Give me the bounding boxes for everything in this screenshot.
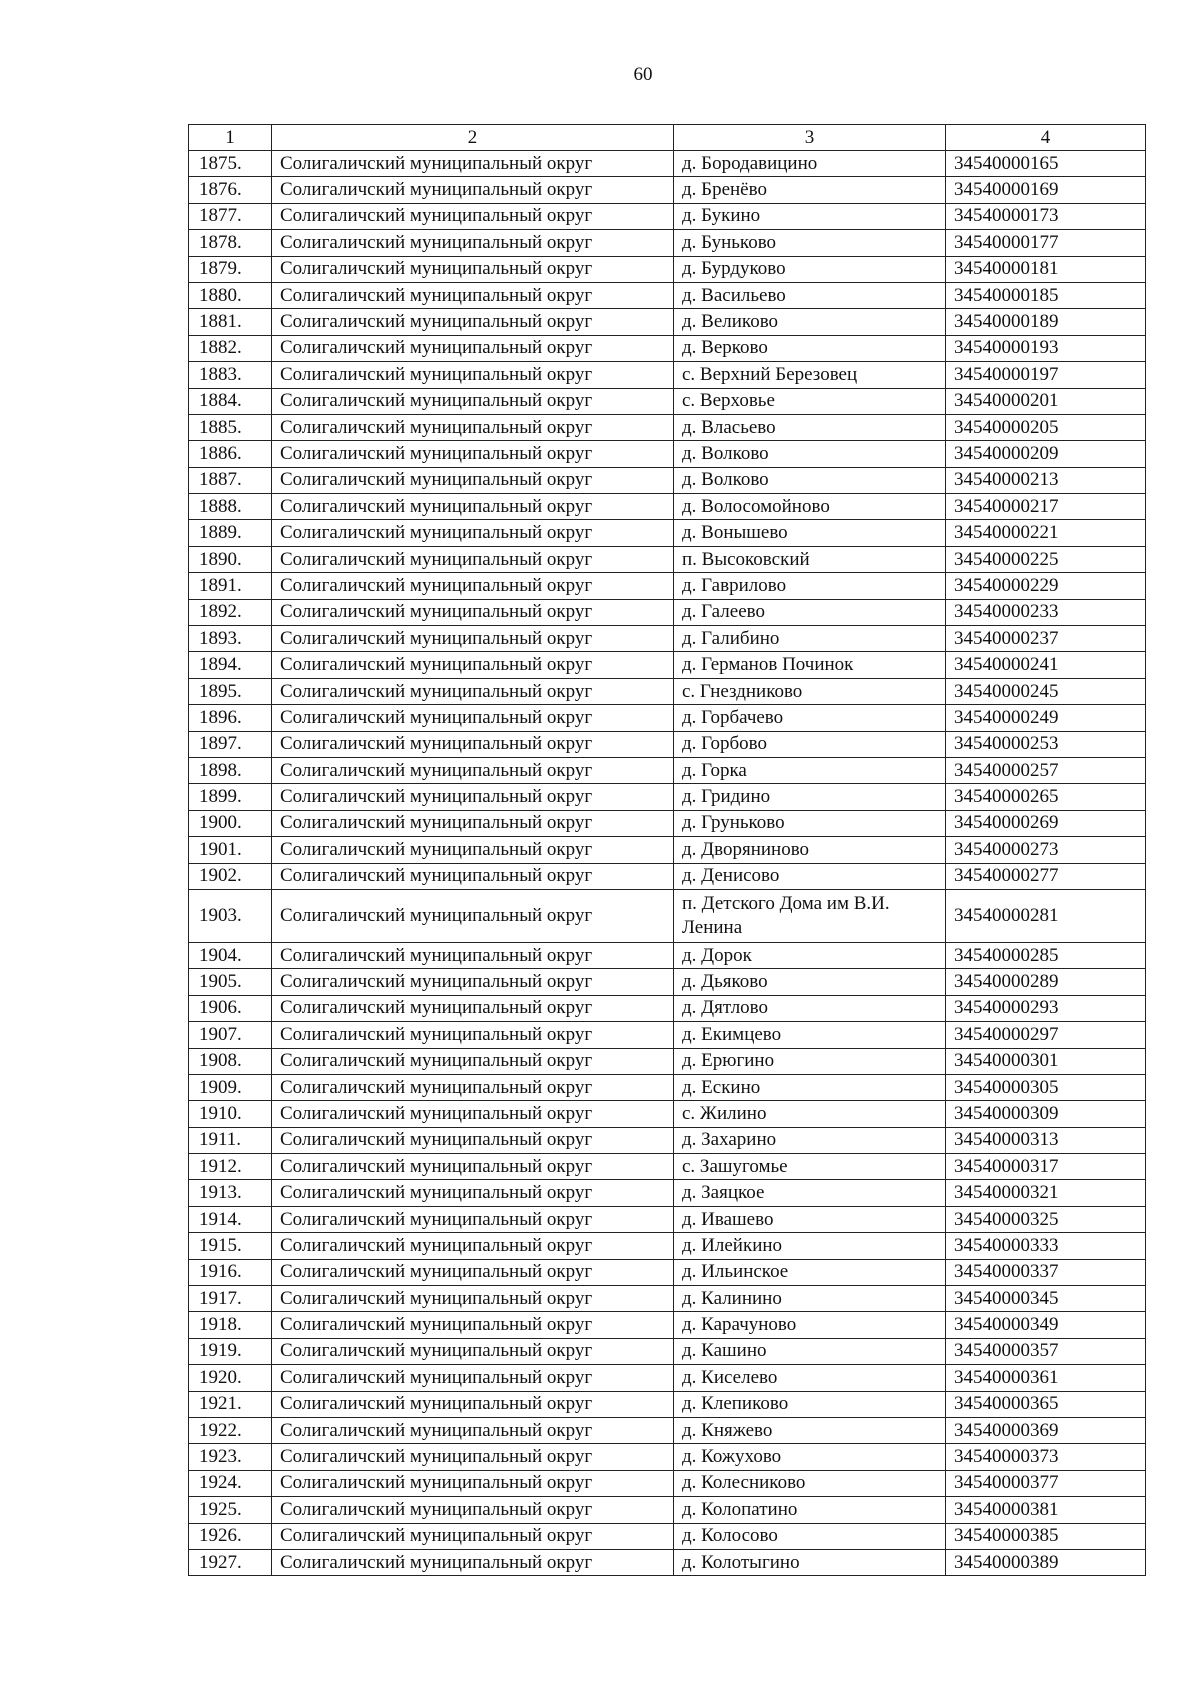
code-cell: 34540000309 [946,1101,1146,1127]
settlement-cell: д. Галеево [674,599,946,625]
settlement-cell: д. Дорок [674,942,946,968]
code-cell: 34540000233 [946,599,1146,625]
code-cell: 34540000273 [946,837,1146,863]
table-row [189,1470,1146,1496]
municipality-cell: Солигаличский муниципальный округ [272,573,674,599]
code-cell: 34540000209 [946,441,1146,467]
code-cell: 34540000217 [946,494,1146,520]
municipality-cell: Солигаличский муниципальный округ [272,1444,674,1470]
settlement-cell: д. Груньково [674,810,946,836]
code-cell: 34540000221 [946,520,1146,546]
row-number: 1920. [189,1365,272,1391]
settlement-cell: д. Ильинское [674,1259,946,1285]
table-row [189,1444,1146,1470]
row-number: 1904. [189,942,272,968]
code-cell: 34540000345 [946,1286,1146,1312]
settlement-cell: д. Бурдуково [674,256,946,282]
settlement-cell: д. Власьево [674,414,946,440]
table-row [189,784,1146,810]
table-row [189,467,1146,493]
header-row [189,125,1146,151]
code-cell: 34540000365 [946,1391,1146,1417]
municipality-cell: Солигаличский муниципальный округ [272,626,674,652]
row-number: 1884. [189,388,272,414]
code-cell: 34540000357 [946,1338,1146,1364]
settlement-cell: с. Верховье [674,388,946,414]
municipality-cell: Солигаличский муниципальный округ [272,414,674,440]
municipality-cell: Солигаличский муниципальный округ [272,1312,674,1338]
settlement-cell: д. Горка [674,757,946,783]
municipality-cell: Солигаличский муниципальный округ [272,1154,674,1180]
municipality-cell: Солигаличский муниципальный округ [272,1497,674,1523]
row-number: 1897. [189,731,272,757]
code-cell: 34540000189 [946,309,1146,335]
settlement-cell: д. Княжево [674,1417,946,1443]
municipality-cell: Солигаличский муниципальный округ [272,942,674,968]
municipality-cell: Солигаличский муниципальный округ [272,230,674,256]
municipality-cell: Солигаличский муниципальный округ [272,1365,674,1391]
table-row [189,731,1146,757]
settlement-cell: д. Волково [674,467,946,493]
settlement-cell: с. Жилино [674,1101,946,1127]
table-row [189,995,1146,1021]
row-number: 1881. [189,309,272,335]
settlement-cell: д. Колотыгино [674,1549,946,1575]
municipality-cell: Солигаличский муниципальный округ [272,1048,674,1074]
settlement-cell: д. Калинино [674,1286,946,1312]
row-number: 1896. [189,705,272,731]
table-row [189,494,1146,520]
settlement-cell: с. Гнездниково [674,678,946,704]
code-cell: 34540000249 [946,705,1146,731]
municipality-cell: Солигаличский муниципальный округ [272,1549,674,1575]
settlement-cell: д. Букино [674,203,946,229]
code-cell: 34540000369 [946,1417,1146,1443]
row-number: 1878. [189,230,272,256]
table-row [189,230,1146,256]
table-row [189,1497,1146,1523]
column-header-municipality: 2 [272,125,674,151]
row-number: 1921. [189,1391,272,1417]
row-number: 1926. [189,1523,272,1549]
settlement-cell: д. Екимцево [674,1022,946,1048]
municipality-cell: Солигаличский муниципальный округ [272,546,674,572]
settlement-cell: д. Колосово [674,1523,946,1549]
row-number: 1898. [189,757,272,783]
row-number: 1919. [189,1338,272,1364]
table-row [189,1286,1146,1312]
code-cell: 34540000253 [946,731,1146,757]
table-header [189,125,1146,151]
table-row [189,1048,1146,1074]
code-cell: 34540000257 [946,757,1146,783]
settlement-cell: д. Колесниково [674,1470,946,1496]
column-header-number: 1 [189,125,272,151]
municipality-cell: Солигаличский муниципальный округ [272,1074,674,1100]
municipality-cell: Солигаличский муниципальный округ [272,1233,674,1259]
table-row [189,1154,1146,1180]
code-cell: 34540000197 [946,362,1146,388]
code-cell: 34540000293 [946,995,1146,1021]
code-cell: 34540000237 [946,626,1146,652]
settlement-cell: д. Гридино [674,784,946,810]
table-row [189,151,1146,177]
table-row [189,1417,1146,1443]
table-row [189,177,1146,203]
row-number: 1893. [189,626,272,652]
row-number: 1906. [189,995,272,1021]
code-cell: 34540000269 [946,810,1146,836]
settlement-cell: д. Гаврилово [674,573,946,599]
municipality-cell: Солигаличский муниципальный округ [272,731,674,757]
table-row [189,705,1146,731]
table-row [189,810,1146,836]
municipality-cell: Солигаличский муниципальный округ [272,837,674,863]
settlement-cell: д. Ивашево [674,1206,946,1232]
code-cell: 34540000281 [946,889,1146,942]
row-number: 1914. [189,1206,272,1232]
table-row [189,757,1146,783]
municipality-cell: Солигаличский муниципальный округ [272,1127,674,1153]
row-number: 1915. [189,1233,272,1259]
table-row [189,362,1146,388]
municipality-cell: Солигаличский муниципальный округ [272,1206,674,1232]
settlement-cell: д. Волосомойново [674,494,946,520]
row-number: 1924. [189,1470,272,1496]
settlement-cell: д. Захарино [674,1127,946,1153]
table-row [189,203,1146,229]
code-cell: 34540000181 [946,256,1146,282]
settlement-cell: п. Детского Дома им В.И. Ленина [674,889,946,942]
table-row [189,309,1146,335]
municipality-cell: Солигаличский муниципальный округ [272,256,674,282]
row-number: 1922. [189,1417,272,1443]
municipality-cell: Солигаличский муниципальный округ [272,969,674,995]
row-number: 1918. [189,1312,272,1338]
municipality-cell: Солигаличский муниципальный округ [272,1259,674,1285]
municipality-cell: Солигаличский муниципальный округ [272,520,674,546]
code-cell: 34540000205 [946,414,1146,440]
settlement-cell: д. Карачуново [674,1312,946,1338]
municipality-cell: Солигаличский муниципальный округ [272,1523,674,1549]
page-number: 60 [633,64,653,85]
code-cell: 34540000289 [946,969,1146,995]
row-number: 1876. [189,177,272,203]
code-cell: 34540000305 [946,1074,1146,1100]
row-number: 1894. [189,652,272,678]
table-row [189,837,1146,863]
column-header-code: 4 [946,125,1146,151]
municipality-cell: Солигаличский муниципальный округ [272,678,674,704]
code-cell: 34540000337 [946,1259,1146,1285]
settlement-cell: д. Денисово [674,863,946,889]
settlement-cell: д. Волково [674,441,946,467]
table-row [189,282,1146,308]
row-number: 1902. [189,863,272,889]
table-row [189,863,1146,889]
table-row [189,969,1146,995]
code-cell: 34540000317 [946,1154,1146,1180]
row-number: 1886. [189,441,272,467]
code-cell: 34540000185 [946,282,1146,308]
table-row [189,626,1146,652]
municipality-cell: Солигаличский муниципальный округ [272,705,674,731]
row-number: 1888. [189,494,272,520]
row-number: 1900. [189,810,272,836]
code-cell: 34540000321 [946,1180,1146,1206]
settlement-cell: д. Васильево [674,282,946,308]
code-cell: 34540000193 [946,335,1146,361]
table-row [189,1312,1146,1338]
table-row [189,1549,1146,1575]
settlement-cell: д. Бородавицино [674,151,946,177]
code-cell: 34540000213 [946,467,1146,493]
municipality-cell: Солигаличский муниципальный округ [272,1180,674,1206]
municipality-cell: Солигаличский муниципальный округ [272,889,674,942]
code-cell: 34540000277 [946,863,1146,889]
table-row [189,678,1146,704]
table-row [189,1365,1146,1391]
settlement-cell: д. Дятлово [674,995,946,1021]
code-cell: 34540000229 [946,573,1146,599]
table-row [189,599,1146,625]
code-cell: 34540000349 [946,1312,1146,1338]
code-cell: 34540000333 [946,1233,1146,1259]
municipality-cell: Солигаличский муниципальный округ [272,441,674,467]
code-cell: 34540000385 [946,1523,1146,1549]
row-number: 1899. [189,784,272,810]
table-row [189,942,1146,968]
settlement-cell: д. Буньково [674,230,946,256]
row-number: 1883. [189,362,272,388]
code-cell: 34540000381 [946,1497,1146,1523]
table-row [189,1022,1146,1048]
code-cell: 34540000177 [946,230,1146,256]
row-number: 1890. [189,546,272,572]
municipality-cell: Солигаличский муниципальный округ [272,784,674,810]
settlement-cell: д. Клепиково [674,1391,946,1417]
settlement-cell: д. Ерюгино [674,1048,946,1074]
settlement-cell: д. Ескино [674,1074,946,1100]
row-number: 1905. [189,969,272,995]
settlement-cell: д. Колопатино [674,1497,946,1523]
row-number: 1907. [189,1022,272,1048]
municipality-cell: Солигаличский муниципальный округ [272,1338,674,1364]
municipality-cell: Солигаличский муниципальный округ [272,1417,674,1443]
settlement-cell: п. Высоковский [674,546,946,572]
municipality-cell: Солигаличский муниципальный округ [272,388,674,414]
table-row [189,1233,1146,1259]
table-row [189,546,1146,572]
municipality-cell: Солигаличский муниципальный округ [272,1470,674,1496]
row-number: 1879. [189,256,272,282]
code-cell: 34540000285 [946,942,1146,968]
row-number: 1908. [189,1048,272,1074]
table-row [189,1180,1146,1206]
settlement-cell: д. Великово [674,309,946,335]
settlement-cell: д. Германов Починок [674,652,946,678]
row-number: 1882. [189,335,272,361]
row-number: 1891. [189,573,272,599]
table-row [189,388,1146,414]
settlement-cell: д. Кожухово [674,1444,946,1470]
table-row [189,1206,1146,1232]
row-number: 1901. [189,837,272,863]
code-cell: 34540000297 [946,1022,1146,1048]
settlement-cell: д. Бренёво [674,177,946,203]
row-number: 1892. [189,599,272,625]
row-number: 1911. [189,1127,272,1153]
row-number: 1885. [189,414,272,440]
table-row [189,1523,1146,1549]
row-number: 1916. [189,1259,272,1285]
table-row [189,1338,1146,1364]
settlement-cell: д. Заяцкое [674,1180,946,1206]
code-cell: 34540000169 [946,177,1146,203]
row-number: 1913. [189,1180,272,1206]
table-row [189,335,1146,361]
municipality-cell: Солигаличский муниципальный округ [272,995,674,1021]
table-row [189,889,1146,942]
settlement-cell: д. Вонышево [674,520,946,546]
code-cell: 34540000173 [946,203,1146,229]
table-row [189,573,1146,599]
code-cell: 34540000313 [946,1127,1146,1153]
table-row [189,1101,1146,1127]
row-number: 1903. [189,889,272,942]
table-row [189,414,1146,440]
table-body [189,151,1146,1576]
row-number: 1923. [189,1444,272,1470]
municipality-cell: Солигаличский муниципальный округ [272,467,674,493]
municipality-cell: Солигаличский муниципальный округ [272,1286,674,1312]
code-cell: 34540000225 [946,546,1146,572]
code-cell: 34540000241 [946,652,1146,678]
municipality-cell: Солигаличский муниципальный округ [272,335,674,361]
municipality-cell: Солигаличский муниципальный округ [272,1022,674,1048]
table-row [189,520,1146,546]
municipality-cell: Солигаличский муниципальный округ [272,1391,674,1417]
municipality-cell: Солигаличский муниципальный округ [272,203,674,229]
settlement-cell: д. Дьяково [674,969,946,995]
code-cell: 34540000361 [946,1365,1146,1391]
row-number: 1912. [189,1154,272,1180]
settlement-cell: д. Горбово [674,731,946,757]
municipality-cell: Солигаличский муниципальный округ [272,282,674,308]
municipality-cell: Солигаличский муниципальный округ [272,309,674,335]
municipality-cell: Солигаличский муниципальный округ [272,599,674,625]
table-row [189,1391,1146,1417]
row-number: 1927. [189,1549,272,1575]
settlement-cell: с. Верхний Березовец [674,362,946,388]
settlement-cell: с. Зашугомье [674,1154,946,1180]
table-row [189,652,1146,678]
settlement-cell: д. Кашино [674,1338,946,1364]
settlement-cell: д. Горбачево [674,705,946,731]
row-number: 1875. [189,151,272,177]
settlement-cell: д. Киселево [674,1365,946,1391]
row-number: 1887. [189,467,272,493]
code-cell: 34540000373 [946,1444,1146,1470]
municipality-cell: Солигаличский муниципальный округ [272,757,674,783]
municipality-cell: Солигаличский муниципальный округ [272,1101,674,1127]
municipality-cell: Солигаличский муниципальный округ [272,652,674,678]
table-row [189,256,1146,282]
municipality-cell: Солигаличский муниципальный округ [272,810,674,836]
settlement-cell: д. Илейкино [674,1233,946,1259]
code-cell: 34540000389 [946,1549,1146,1575]
municipality-cell: Солигаличский муниципальный округ [272,177,674,203]
code-cell: 34540000245 [946,678,1146,704]
code-cell: 34540000301 [946,1048,1146,1074]
code-cell: 34540000201 [946,388,1146,414]
table-row [189,441,1146,467]
municipality-cell: Солигаличский муниципальный округ [272,863,674,889]
row-number: 1909. [189,1074,272,1100]
row-number: 1925. [189,1497,272,1523]
code-cell: 34540000325 [946,1206,1146,1232]
row-number: 1917. [189,1286,272,1312]
row-number: 1880. [189,282,272,308]
municipality-cell: Солигаличский муниципальный округ [272,151,674,177]
settlement-cell: д. Дворяниново [674,837,946,863]
row-number: 1877. [189,203,272,229]
row-number: 1889. [189,520,272,546]
table-row [189,1259,1146,1285]
code-cell: 34540000377 [946,1470,1146,1496]
code-cell: 34540000165 [946,151,1146,177]
code-cell: 34540000265 [946,784,1146,810]
row-number: 1895. [189,678,272,704]
table-row [189,1074,1146,1100]
table-row [189,1127,1146,1153]
column-header-settlement: 3 [674,125,946,151]
settlements-table [188,124,1146,1576]
row-number: 1910. [189,1101,272,1127]
municipality-cell: Солигаличский муниципальный округ [272,362,674,388]
municipality-cell: Солигаличский муниципальный округ [272,494,674,520]
settlement-cell: д. Галибино [674,626,946,652]
settlement-cell: д. Верково [674,335,946,361]
